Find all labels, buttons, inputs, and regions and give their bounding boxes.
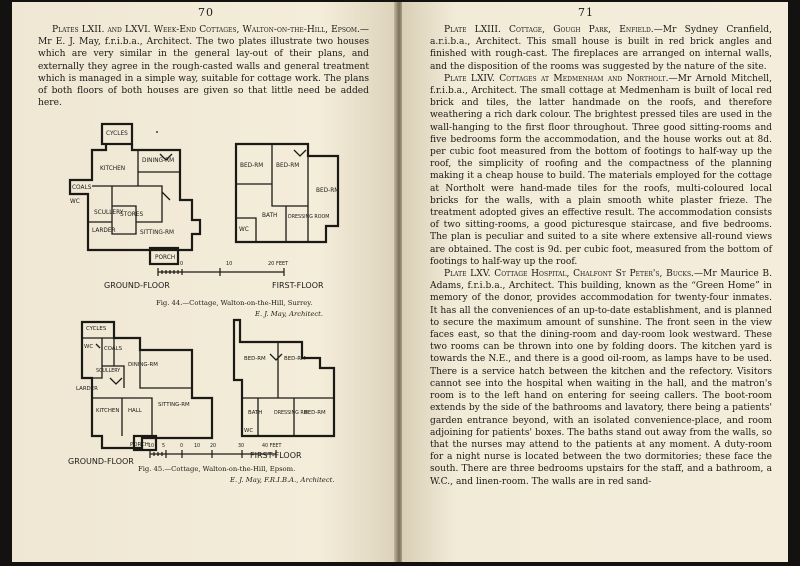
room-label: BED-RM	[240, 163, 264, 169]
intro-paragraph	[38, 24, 369, 109]
floor-plan-fig-44	[62, 122, 372, 300]
room-label: LARDER	[76, 386, 98, 392]
scale-tick: 20 FEET	[268, 261, 289, 267]
room-label: DINING-RM	[142, 158, 175, 164]
scale-tick: 20	[210, 444, 217, 449]
body-text	[430, 24, 772, 488]
room-label: BED-RM	[316, 188, 340, 194]
room-label: WC	[84, 344, 94, 350]
room-label: COALS	[72, 185, 92, 191]
room-label: WC	[70, 199, 80, 205]
page-number: 71	[578, 6, 594, 19]
scale-tick: 10	[194, 444, 201, 449]
room-label: BATH	[262, 213, 278, 219]
room-label: BED-RM	[276, 163, 300, 169]
scale-tick: 30	[238, 444, 245, 449]
room-label: KITCHEN	[96, 408, 120, 414]
room-label: WC	[239, 227, 249, 233]
figure-caption: Fig. 45.—Cottage, Walton-on-the-Hill, Epsom.	[138, 465, 296, 473]
scale-tick: 5	[162, 444, 166, 449]
room-label: DINING-RM	[128, 362, 158, 368]
plan-title: GROUND-FLOOR	[104, 281, 170, 290]
room-label: SCULLERY	[96, 369, 121, 374]
plate-heading: Plates LXII. and LXVI. Week-End Cottages, Walton-on-the-Hill, Epsom.	[52, 25, 360, 35]
room-label: LARDER	[92, 228, 116, 234]
book-spread	[12, 2, 788, 564]
paragraph-body: —Mr E. J. May, f.r.i.b.a., Architect. The two plates illustrate two houses which are very similar in the general lay-out of their plans, and externally they agree in the rough-casted walls and general treatment which is managed in a simple way, suitable for cottage work. The plans of both floors of both houses are given so that little need be added here.	[38, 25, 369, 109]
room-label: COALS	[104, 346, 123, 352]
right-page	[402, 2, 788, 562]
room-label: DRESSING ROOM	[288, 215, 330, 220]
room-label: SITTING-RM	[140, 230, 175, 236]
plan-title: FIRST-FLOOR	[272, 281, 324, 290]
paragraph-body: —Mr Maurice B. Adams, f.r.i.b.a., Architect. This building, known as the “Green Home” in memory of the donor, provides accommodation for twenty-four inmates. It has all the conveniences of an up-to-date establishment, and is planned to secure the maximum amount of sunshine. The front seen in the view faces east, so that the dining-room and day-room look westward. These two rooms can be thrown into one by folding doors. The kitchen yard is towards the N.E., and there is a good oil-room, as lamps have to be used. There is a service hatch between the kitchen and the refectory. Visitors cannot see into the hospital when waiting in the hall, and the matron's room is to the left hand on entering for seeing callers. The boot-room extends by the side of the bathrooms and lavatory, there being a patients' garden entrance beyond, with an isolated convenience-place, and room adjoining for patients' boxes. The baths stand out away from the walls, so that the nurses may attend to the patients at any moment. A duty-room for a night nurse is located between the two dormitories; these face the south. There are three bedrooms upstairs for the staff, and a bathroom, a W.C., and linen-room. The walls are in red sand-	[430, 269, 772, 487]
room-label: BED-RM	[284, 356, 306, 362]
room-label: CYCLES	[106, 131, 128, 137]
room-label: HALL	[128, 408, 142, 414]
room-label: BED-RM	[304, 410, 326, 416]
room-label: BED-RM	[244, 356, 266, 362]
paragraph-body: —Mr Arnold Mitchell, f.r.i.b.a., Architect. The small cottage at Medmenham is built of local red brick and tiles, the latter handmade on the roofs, and therefore weathering a rich dark colour. The brightest pressed tiles are used in the wall-hanging to the first floor throughout. Three good sitting-rooms and five bedrooms form the accommodation, and the house works out at 8d. per cubic foot measured from the bottom of footings to half-way up the roof, the simplicity of roofing and the compactness of the planning making it a cheap house to build. The materials employed for the cottage at Northolt were hand-made tiles for the roofs, multi-coloured local bricks for the walls, with a plain smooth white plaster frieze. The treatment adopted gives an effective result. The accommodation consists of two sitting-rooms, a good picturesque staircase, and five bedrooms. The plan is peculiar and suited to a site where extensive all-round views are obtained. The cost is 9d. per cubic foot, measured from the bottom of footings to half-way up the roof.	[430, 73, 772, 267]
room-label: SCULLERY	[94, 210, 124, 216]
room-label: PORCH	[155, 255, 176, 261]
paragraph	[430, 24, 772, 73]
figure-credit: E. J. May, F.R.I.B.A., Architect.	[230, 476, 335, 484]
figure-credit: E. J. May, Architect.	[255, 310, 324, 318]
plan-title: GROUND-FLOOR	[68, 457, 134, 466]
page-number: 70	[198, 6, 214, 19]
paragraph-body: —Mr Sydney Cranfield, a.r.i.b.a., Architect. This small house is built in red brick angles and finished with rough-cast. The fireplaces are arranged on internal walls, and the disposition of the rooms was suggested by the nature of the site.	[430, 25, 772, 72]
figure-caption: Fig. 44.—Cottage, Walton-on-the-Hill, Surrey.	[156, 299, 313, 307]
scale-tick: 10	[226, 261, 233, 267]
scale-tick: 40 FEET	[262, 444, 282, 449]
room-label: BATH	[248, 410, 263, 416]
paragraph	[430, 73, 772, 268]
plate-heading: Plate LXIV. Cottages at Medmenham and Northolt.	[444, 73, 669, 84]
left-page	[12, 2, 396, 562]
scale-tick: 10	[148, 444, 155, 449]
plate-heading: Plate LXV. Cottage Hospital, Chalfont St Peter's, Bucks.	[444, 269, 694, 280]
floor-plan-fig-45	[62, 318, 372, 486]
room-label: DRESSING RM	[274, 411, 308, 416]
room-label: CYCLES	[86, 326, 107, 332]
room-label: WC	[244, 428, 254, 434]
paragraph	[430, 268, 772, 488]
room-label: SITTING-RM	[158, 402, 190, 408]
scale-bar	[158, 268, 284, 276]
scale-tick: 0	[180, 261, 184, 267]
room-label: KITCHEN	[100, 166, 126, 172]
scale-tick: 0	[180, 444, 184, 449]
room-label: PORCH	[130, 442, 149, 448]
plan-title: FIRST-FLOOR	[250, 451, 302, 460]
plate-heading: Plate LXIII. Cottage, Gough Park, Enfield.	[444, 25, 654, 35]
room-label: STORES	[120, 212, 144, 218]
